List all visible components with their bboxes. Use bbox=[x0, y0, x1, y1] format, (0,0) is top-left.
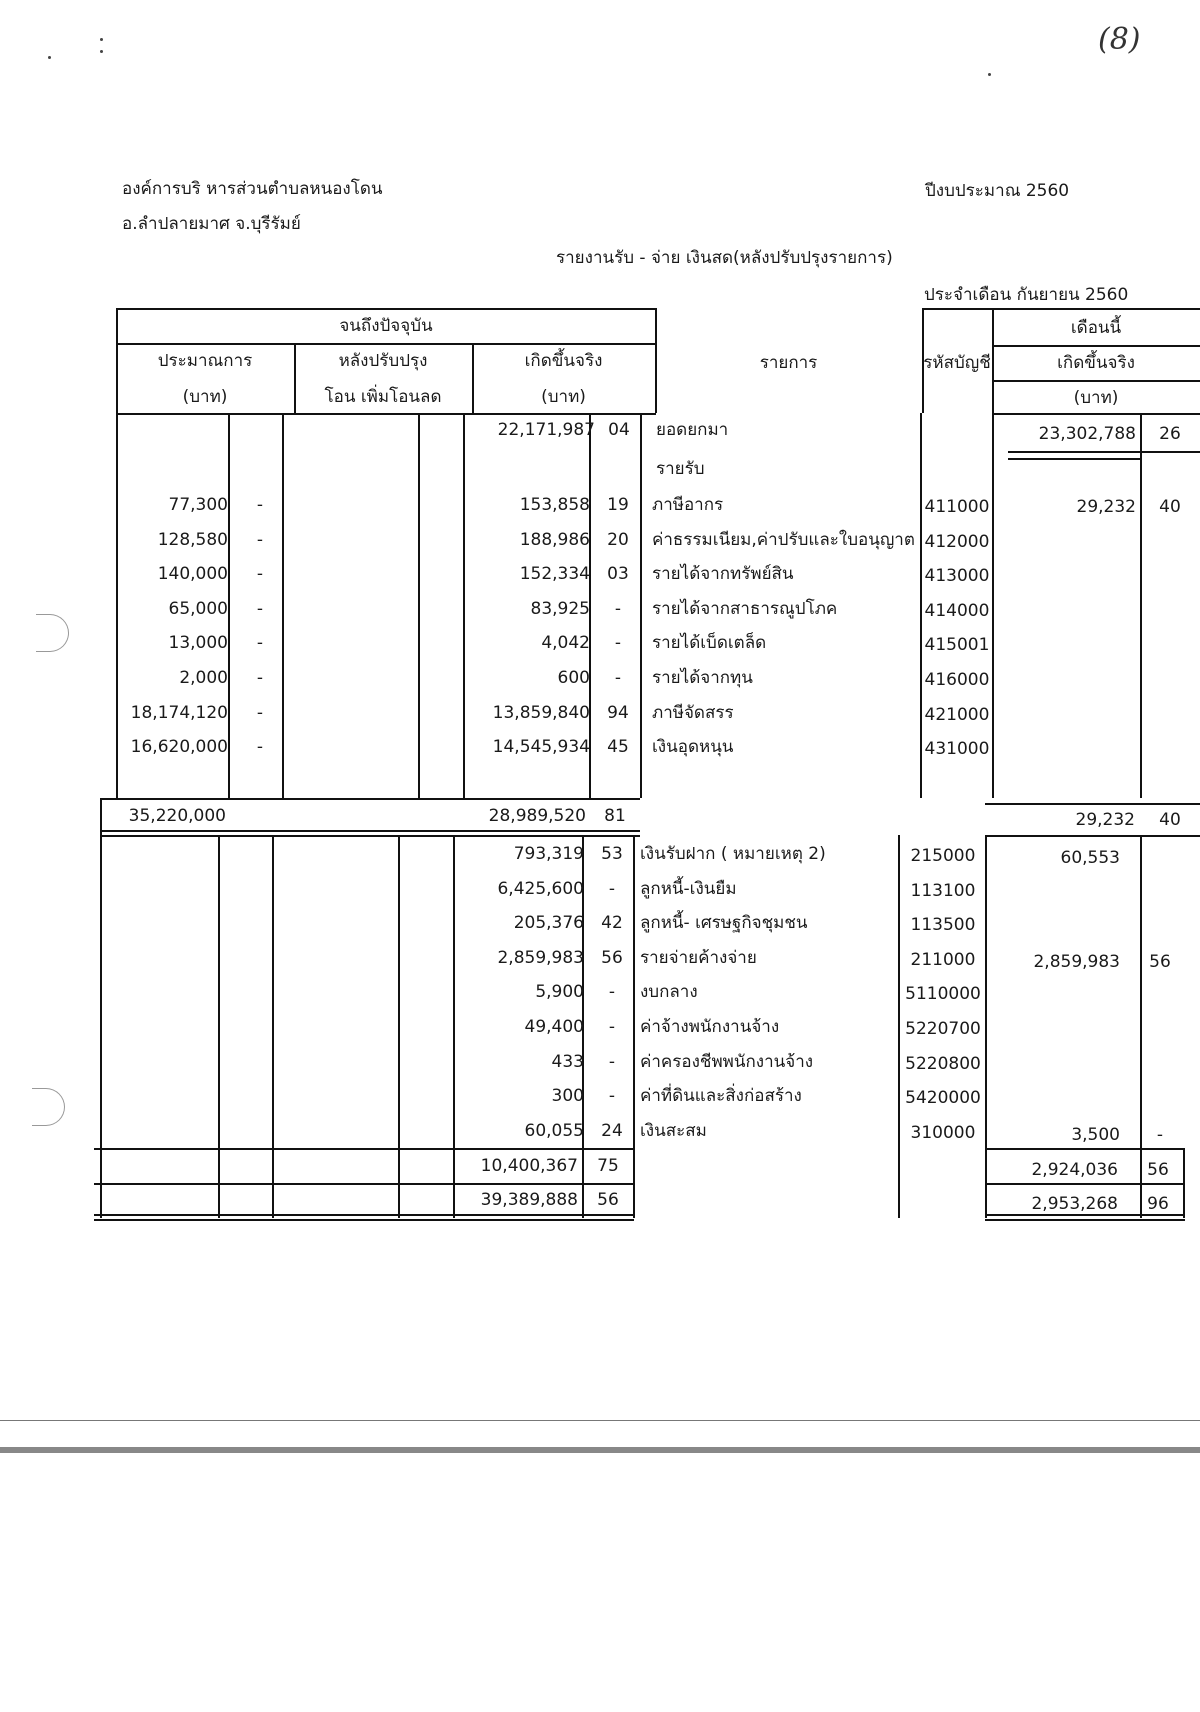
other-item-label: ค่าจ้างพนักงานจ้าง bbox=[640, 1017, 780, 1037]
other-month: 2,859,983 bbox=[1033, 951, 1120, 972]
other-actual-satang: - bbox=[608, 1051, 616, 1072]
page-mark: (8) bbox=[1098, 22, 1141, 57]
income-actual-satang: - bbox=[614, 633, 622, 654]
income-adjust-dash: - bbox=[256, 495, 264, 515]
fiscal-year: ปีงบประมาณ 2560 bbox=[925, 181, 1070, 201]
income-adjust-dash: - bbox=[256, 737, 264, 758]
header-to-date: จนถึงปัจจุบัน bbox=[339, 316, 433, 336]
income-actual: 13,859,840 bbox=[492, 702, 590, 723]
income-actual-satang: 19 bbox=[607, 495, 629, 515]
income-account-code: 416000 bbox=[924, 670, 990, 690]
other-total-month-satang: 56 bbox=[1147, 1160, 1169, 1180]
org-name: องค์การบริ หารส่วนตำบลหนองโดน bbox=[122, 179, 383, 199]
other-actual: 49,400 bbox=[524, 1017, 584, 1037]
other-actual: 300 bbox=[551, 1086, 584, 1107]
income-actual: 152,334 bbox=[519, 564, 590, 585]
other-actual-satang: 53 bbox=[601, 844, 623, 864]
income-estimate: 18,174,120 bbox=[130, 702, 228, 723]
income-estimate: 128,580 bbox=[157, 529, 228, 550]
other-total-month: 2,924,036 bbox=[1031, 1160, 1118, 1180]
income-account-code: 412000 bbox=[924, 531, 990, 552]
scan-speck bbox=[48, 56, 51, 59]
report-period: ประจำเดือน กันยายน 2560 bbox=[924, 285, 1129, 305]
other-account-code: 215000 bbox=[910, 846, 976, 866]
income-item-label: รายได้เบ็ดเตล็ด bbox=[652, 633, 767, 654]
other-account-code: 5110000 bbox=[905, 984, 981, 1005]
balance-label: ยอดยกมา bbox=[656, 420, 729, 440]
header-actual: เกิดขึ้นจริง bbox=[524, 351, 603, 371]
other-month: 60,553 bbox=[1060, 848, 1120, 868]
other-account-code: 310000 bbox=[910, 1122, 976, 1143]
scan-line bbox=[0, 1420, 1200, 1421]
grand-total-satang: 56 bbox=[597, 1190, 619, 1210]
grand-total-month: 2,953,268 bbox=[1031, 1194, 1118, 1214]
income-total-actual: 28,989,520 bbox=[488, 806, 586, 826]
income-actual-satang: 20 bbox=[607, 529, 629, 550]
income-month-satang: 40 bbox=[1159, 497, 1181, 517]
header-this-month: เดือนนี้ bbox=[1070, 318, 1122, 338]
income-item-label: เงินอุดหนุน bbox=[652, 737, 734, 758]
other-actual: 6,425,600 bbox=[497, 878, 584, 899]
grand-total-month-satang: 96 bbox=[1147, 1194, 1169, 1214]
other-account-code: 5220800 bbox=[905, 1053, 981, 1074]
income-total-satang: 81 bbox=[604, 806, 626, 826]
header-actual-unit: (บาท) bbox=[541, 387, 586, 407]
org-district: อ.ลำปลายมาศ จ.บุรีรัมย์ bbox=[122, 214, 301, 234]
other-account-code: 5220700 bbox=[905, 1019, 981, 1039]
header-account-code: รหัสบัญชี bbox=[923, 353, 991, 373]
income-actual: 83,925 bbox=[530, 598, 590, 619]
balance-month: 23,302,788 bbox=[1038, 424, 1136, 444]
income-adjust-dash: - bbox=[256, 702, 264, 723]
header-item: รายการ bbox=[759, 353, 818, 373]
income-account-code: 411000 bbox=[924, 497, 990, 517]
header-estimate-unit: (บาท) bbox=[182, 387, 228, 407]
other-item-label: รายจ่ายค้างจ่าย bbox=[640, 947, 757, 968]
other-actual-satang: - bbox=[608, 878, 616, 899]
income-actual: 14,545,934 bbox=[492, 737, 590, 758]
other-item-label: งบกลาง bbox=[640, 982, 698, 1003]
other-actual: 2,859,983 bbox=[497, 947, 584, 968]
other-account-code: 5420000 bbox=[905, 1088, 981, 1109]
other-item-label: ค่าที่ดินและสิ่งก่อสร้าง bbox=[640, 1086, 802, 1107]
punch-hole bbox=[36, 614, 69, 652]
income-estimate: 2,000 bbox=[179, 668, 228, 688]
other-actual: 60,055 bbox=[524, 1120, 584, 1141]
other-actual-satang: - bbox=[608, 982, 616, 1003]
balance-actual: 22,171,987 bbox=[497, 420, 595, 440]
income-account-code: 415001 bbox=[924, 635, 990, 656]
income-total-month-satang: 40 bbox=[1159, 810, 1181, 830]
header-adjusted: หลังปรับปรุง bbox=[338, 351, 428, 371]
scan-speck bbox=[988, 73, 991, 76]
income-actual-satang: 45 bbox=[607, 737, 629, 758]
income-actual-satang: - bbox=[614, 598, 622, 619]
header-adjusted-sub: โอน เพิ่มโอนลด bbox=[324, 387, 442, 407]
other-actual-satang: - bbox=[608, 1086, 616, 1107]
other-actual: 793,319 bbox=[513, 844, 584, 864]
income-adjust-dash: - bbox=[256, 529, 264, 550]
income-estimate: 140,000 bbox=[157, 564, 228, 585]
income-actual: 153,858 bbox=[519, 495, 590, 515]
other-total-actual: 10,400,367 bbox=[480, 1156, 578, 1176]
income-account-code: 414000 bbox=[924, 600, 990, 621]
other-item-label: เงินสะสม bbox=[640, 1120, 707, 1141]
income-actual-satang: 03 bbox=[607, 564, 629, 585]
income-item-label: ภาษีจัดสรร bbox=[652, 702, 734, 723]
other-actual-satang: 56 bbox=[601, 947, 623, 968]
income-actual: 188,986 bbox=[519, 529, 590, 550]
other-actual-satang: 42 bbox=[601, 913, 623, 934]
other-month-satang: - bbox=[1156, 1124, 1164, 1145]
income-adjust-dash: - bbox=[256, 633, 264, 654]
balance-actual-satang: 04 bbox=[608, 420, 630, 440]
income-estimate: 13,000 bbox=[168, 633, 228, 654]
income-section-label: รายรับ bbox=[656, 459, 705, 479]
other-actual: 205,376 bbox=[513, 913, 584, 934]
header-month-unit: (บาท) bbox=[1073, 388, 1119, 408]
income-account-code: 421000 bbox=[924, 704, 990, 725]
income-total-month: 29,232 bbox=[1075, 810, 1135, 830]
other-month: 3,500 bbox=[1071, 1124, 1120, 1145]
income-actual: 600 bbox=[557, 668, 590, 688]
income-estimate: 65,000 bbox=[168, 598, 228, 619]
income-account-code: 413000 bbox=[924, 566, 990, 587]
income-adjust-dash: - bbox=[256, 564, 264, 585]
other-actual-satang: 24 bbox=[601, 1120, 623, 1141]
income-actual-satang: - bbox=[614, 668, 622, 688]
scan-speck bbox=[100, 38, 103, 41]
income-account-code: 431000 bbox=[924, 739, 990, 760]
header-month-actual: เกิดขึ้นจริง bbox=[1057, 353, 1135, 373]
other-month-satang: 56 bbox=[1149, 951, 1171, 972]
income-actual: 4,042 bbox=[541, 633, 590, 654]
income-item-label: รายได้จากสาธารณูปโภค bbox=[652, 598, 838, 619]
other-account-code: 113500 bbox=[910, 915, 976, 936]
scan-speck bbox=[100, 50, 103, 53]
other-actual-satang: - bbox=[608, 1017, 616, 1037]
other-item-label: เงินรับฝาก ( หมายเหตุ 2) bbox=[640, 844, 826, 864]
income-item-label: ภาษีอากร bbox=[652, 495, 724, 515]
income-actual-satang: 94 bbox=[607, 702, 629, 723]
scan-line bbox=[0, 1447, 1200, 1453]
other-actual: 433 bbox=[551, 1051, 584, 1072]
other-actual: 5,900 bbox=[535, 982, 584, 1003]
other-item-label: ลูกหนี้-เงินยืม bbox=[640, 878, 737, 899]
income-adjust-dash: - bbox=[256, 668, 264, 688]
other-item-label: ลูกหนี้- เศรษฐกิจชุมชน bbox=[640, 913, 808, 934]
report-title: รายงานรับ - จ่าย เงินสด(หลังปรับปรุงรายการ) bbox=[556, 248, 893, 268]
punch-hole bbox=[32, 1088, 65, 1126]
balance-month-satang: 26 bbox=[1159, 424, 1181, 444]
income-month: 29,232 bbox=[1076, 497, 1136, 517]
income-adjust-dash: - bbox=[256, 598, 264, 619]
grand-total-actual: 39,389,888 bbox=[480, 1190, 578, 1210]
other-total-satang: 75 bbox=[597, 1156, 619, 1176]
header-estimate: ประมาณการ bbox=[157, 351, 253, 371]
income-estimate: 77,300 bbox=[168, 495, 228, 515]
income-total-estimate: 35,220,000 bbox=[128, 806, 226, 826]
income-item-label: รายได้จากทรัพย์สิน bbox=[652, 564, 794, 585]
other-account-code: 211000 bbox=[910, 949, 976, 970]
income-item-label: รายได้จากทุน bbox=[652, 668, 753, 688]
income-item-label: ค่าธรรมเนียม,ค่าปรับและใบอนุญาต bbox=[652, 529, 915, 550]
income-estimate: 16,620,000 bbox=[130, 737, 228, 758]
other-item-label: ค่าครองชีพพนักงานจ้าง bbox=[640, 1051, 814, 1072]
other-account-code: 113100 bbox=[910, 880, 976, 901]
